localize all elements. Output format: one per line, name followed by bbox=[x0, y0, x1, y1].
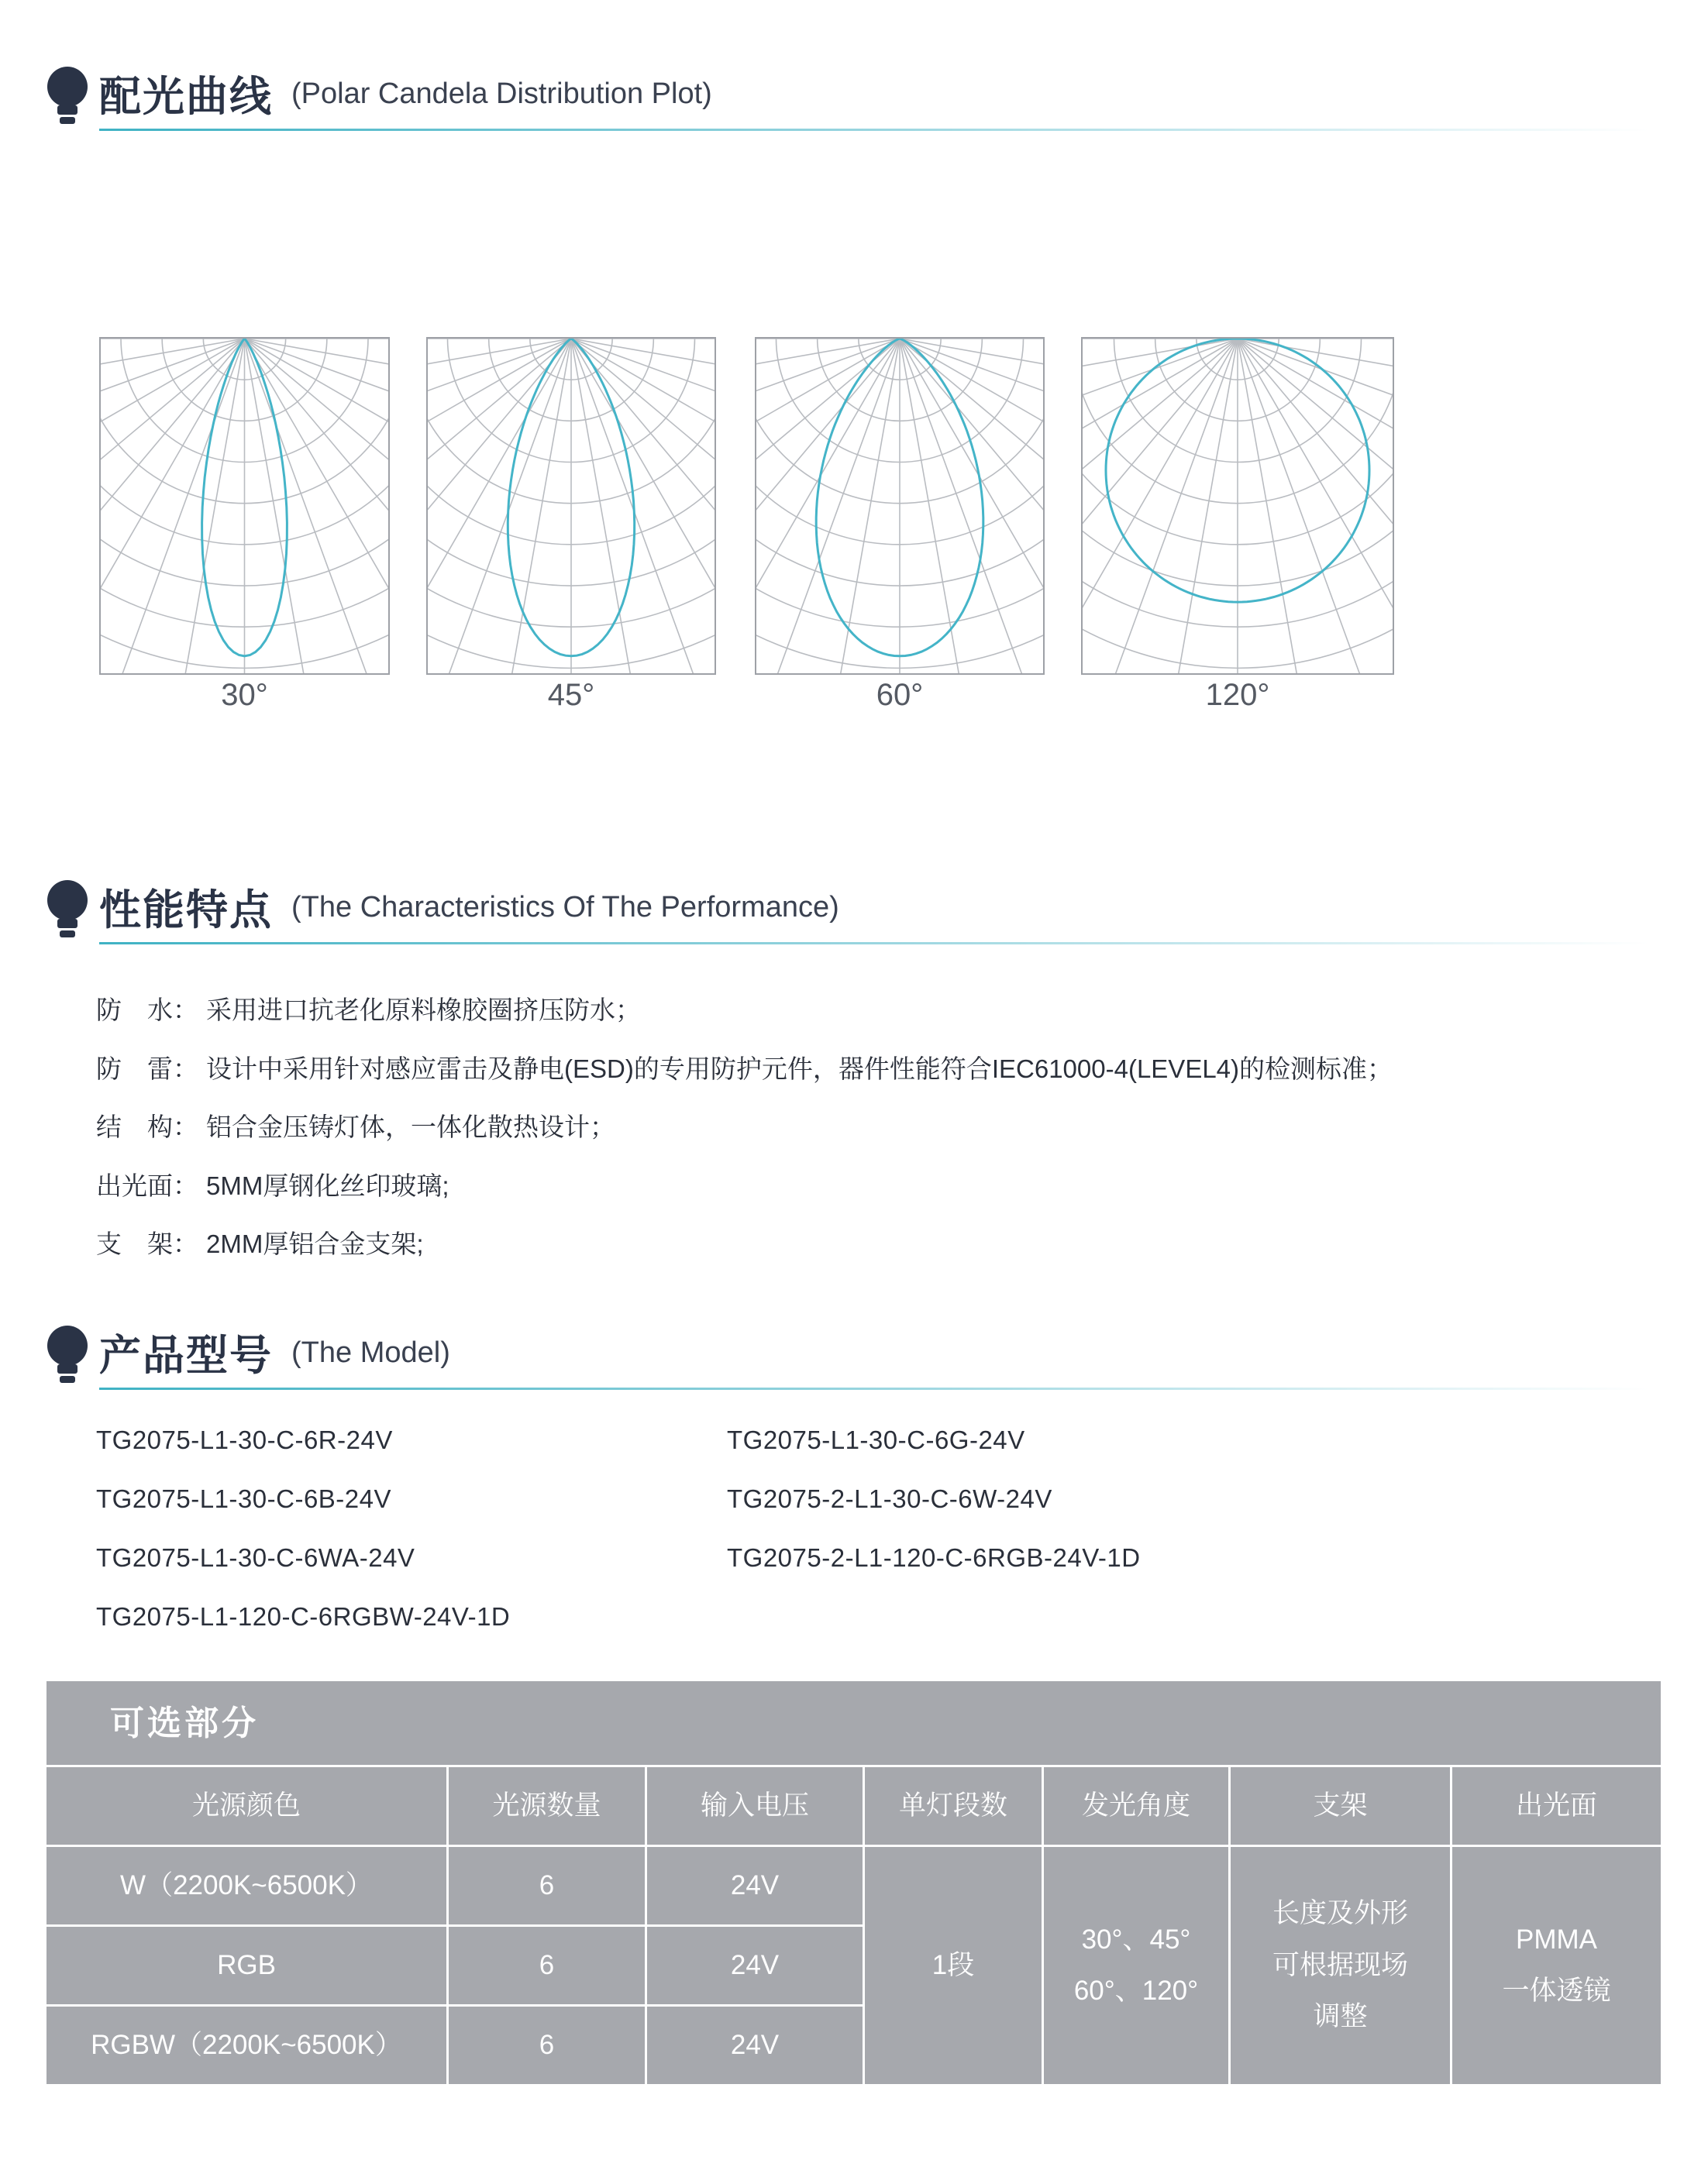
polar-spoke bbox=[426, 339, 571, 496]
polar-spoke bbox=[571, 339, 716, 675]
polar-spoke bbox=[1081, 339, 1238, 645]
lens-line: 一体透镜 bbox=[1502, 1976, 1611, 2006]
angles-cell bbox=[1044, 1847, 1228, 2084]
table-cell: 24V bbox=[730, 1949, 780, 1980]
polar-spoke bbox=[571, 339, 716, 675]
polar-plot-svg bbox=[755, 337, 1045, 675]
feature-lightning bbox=[96, 1049, 1393, 1085]
feature-structure bbox=[96, 1107, 615, 1144]
feature-label: 结 构： bbox=[96, 1113, 198, 1141]
feature-waterproof bbox=[96, 990, 641, 1027]
feature-text: 铝合金压铸灯体，一体化散热设计； bbox=[206, 1113, 615, 1141]
polar-plot bbox=[755, 337, 1045, 675]
table-header: 光源数量 bbox=[492, 1790, 601, 1821]
bracket-line: 长度及外形 bbox=[1272, 1898, 1408, 1929]
table-cell: 24V bbox=[730, 1869, 780, 1900]
polar-spoke bbox=[426, 339, 571, 675]
polar-caption: 45° bbox=[547, 678, 595, 712]
polar-spoke bbox=[755, 339, 900, 496]
feature-bracket bbox=[96, 1224, 424, 1261]
polar-plot-svg bbox=[99, 337, 390, 675]
polar-caption: 30° bbox=[221, 678, 268, 712]
feature-text: 采用进口抗老化原料橡胶圈挤压防水； bbox=[206, 996, 641, 1024]
model-item: TG2075-L1-30-C-6WA-24V bbox=[96, 1543, 415, 1572]
model-item: TG2075-L1-30-C-6G-24V bbox=[727, 1426, 1025, 1454]
section-title: 产品型号 bbox=[99, 1333, 273, 1379]
bracket-cell bbox=[1231, 1847, 1450, 2084]
bulb-icon bbox=[45, 880, 90, 939]
polar-spoke bbox=[1238, 339, 1394, 675]
model-item: TG2075-2-L1-120-C-6RGB-24V-1D bbox=[727, 1543, 1141, 1572]
model-item: TG2075-L1-30-C-6R-24V bbox=[96, 1426, 393, 1454]
table-header: 出光面 bbox=[1515, 1790, 1597, 1821]
bracket-line: 可根据现场 bbox=[1272, 1949, 1408, 1980]
section-subtitle: (Polar Candela Distribution Plot) bbox=[291, 77, 712, 110]
polar-plot bbox=[99, 337, 390, 675]
polar-spoke bbox=[900, 339, 1045, 675]
polar-plot-svg bbox=[426, 337, 716, 675]
section-divider bbox=[99, 129, 1649, 131]
section-subtitle: (The Characteristics Of The Performance) bbox=[291, 891, 839, 923]
feature-label: 防 水： bbox=[96, 996, 198, 1024]
section-divider bbox=[99, 942, 1649, 944]
table-cell: W（2200K~6500K） bbox=[120, 1869, 373, 1900]
polar-spoke bbox=[900, 339, 1045, 496]
feature-text: 2MM厚铝合金支架; bbox=[206, 1230, 424, 1258]
angles-line: 60°、120° bbox=[1073, 1976, 1199, 2006]
feature-window bbox=[96, 1166, 449, 1202]
feature-label: 防 雷： bbox=[96, 1054, 198, 1083]
model-item: TG2075-2-L1-30-C-6W-24V bbox=[727, 1484, 1052, 1513]
polar-spoke bbox=[900, 339, 1045, 675]
section-title: 配光曲线 bbox=[99, 74, 273, 120]
polar-spoke bbox=[571, 339, 716, 675]
table-cell: 6 bbox=[539, 1949, 555, 1980]
table-cell: 6 bbox=[539, 1869, 555, 1900]
table-header: 支架 bbox=[1313, 1790, 1368, 1821]
section-subtitle: (The Model) bbox=[291, 1336, 450, 1369]
section-title: 性能特点 bbox=[99, 887, 273, 934]
polar-caption: 120° bbox=[1205, 678, 1270, 712]
polar-spoke bbox=[1238, 339, 1394, 645]
polar-plot bbox=[426, 337, 716, 675]
lens-cell bbox=[1452, 1847, 1661, 2084]
segments-cell: 1段 bbox=[931, 1949, 975, 1980]
polar-spoke bbox=[1238, 339, 1394, 576]
polar-spoke bbox=[1238, 339, 1394, 675]
polar-spoke bbox=[755, 339, 900, 675]
angles-line: 30°、45° bbox=[1081, 1924, 1191, 1955]
feature-label: 出光面： bbox=[96, 1171, 198, 1200]
section-divider bbox=[99, 1388, 1649, 1390]
table-cell: 24V bbox=[730, 2029, 780, 2060]
table-cell: RGBW（2200K~6500K） bbox=[91, 2029, 402, 2060]
table-header: 发光角度 bbox=[1081, 1790, 1190, 1821]
table-cell: 6 bbox=[539, 2029, 555, 2060]
feature-text: 5MM厚钢化丝印玻璃; bbox=[206, 1171, 449, 1200]
polar-spoke bbox=[1081, 339, 1238, 675]
model-item: TG2075-L1-30-C-6B-24V bbox=[96, 1484, 392, 1513]
table-header: 光源颜色 bbox=[191, 1790, 301, 1821]
model-item: TG2075-L1-120-C-6RGBW-24V-1D bbox=[96, 1602, 511, 1631]
polar-plot-svg bbox=[1081, 337, 1394, 675]
table-header: 输入电压 bbox=[700, 1790, 809, 1821]
options-table bbox=[46, 1681, 1661, 2084]
polar-spoke bbox=[1081, 339, 1238, 576]
lens-line: PMMA bbox=[1516, 1924, 1597, 1955]
bulb-icon bbox=[45, 67, 90, 126]
polar-spoke bbox=[900, 339, 1045, 675]
section-models-header bbox=[45, 1321, 1641, 1391]
polar-spoke bbox=[426, 339, 571, 675]
section-features-header bbox=[45, 875, 1641, 945]
polar-spoke bbox=[755, 339, 900, 675]
table-header: 单灯段数 bbox=[898, 1790, 1007, 1821]
polar-spoke bbox=[755, 339, 900, 675]
bulb-icon bbox=[45, 1326, 90, 1384]
bracket-line: 调整 bbox=[1313, 2001, 1368, 2032]
polar-spoke bbox=[571, 339, 716, 496]
options-title: 可选部分 bbox=[110, 1704, 259, 1742]
polar-spoke bbox=[426, 339, 571, 675]
feature-text: 设计中采用针对感应雷击及静电(ESD)的专用防护元件，器件性能符合IEC61000-4(LEVEL4)的检测标准； bbox=[206, 1054, 1393, 1083]
polar-caption: 60° bbox=[876, 678, 924, 712]
polar-plot bbox=[1081, 337, 1394, 675]
section-polar-header bbox=[45, 62, 1641, 132]
polar-spoke bbox=[1081, 339, 1238, 675]
table-cell: RGB bbox=[217, 1949, 276, 1980]
polar-spoke bbox=[1081, 339, 1238, 675]
polar-spoke bbox=[1238, 339, 1394, 675]
feature-label: 支 架： bbox=[96, 1230, 198, 1258]
